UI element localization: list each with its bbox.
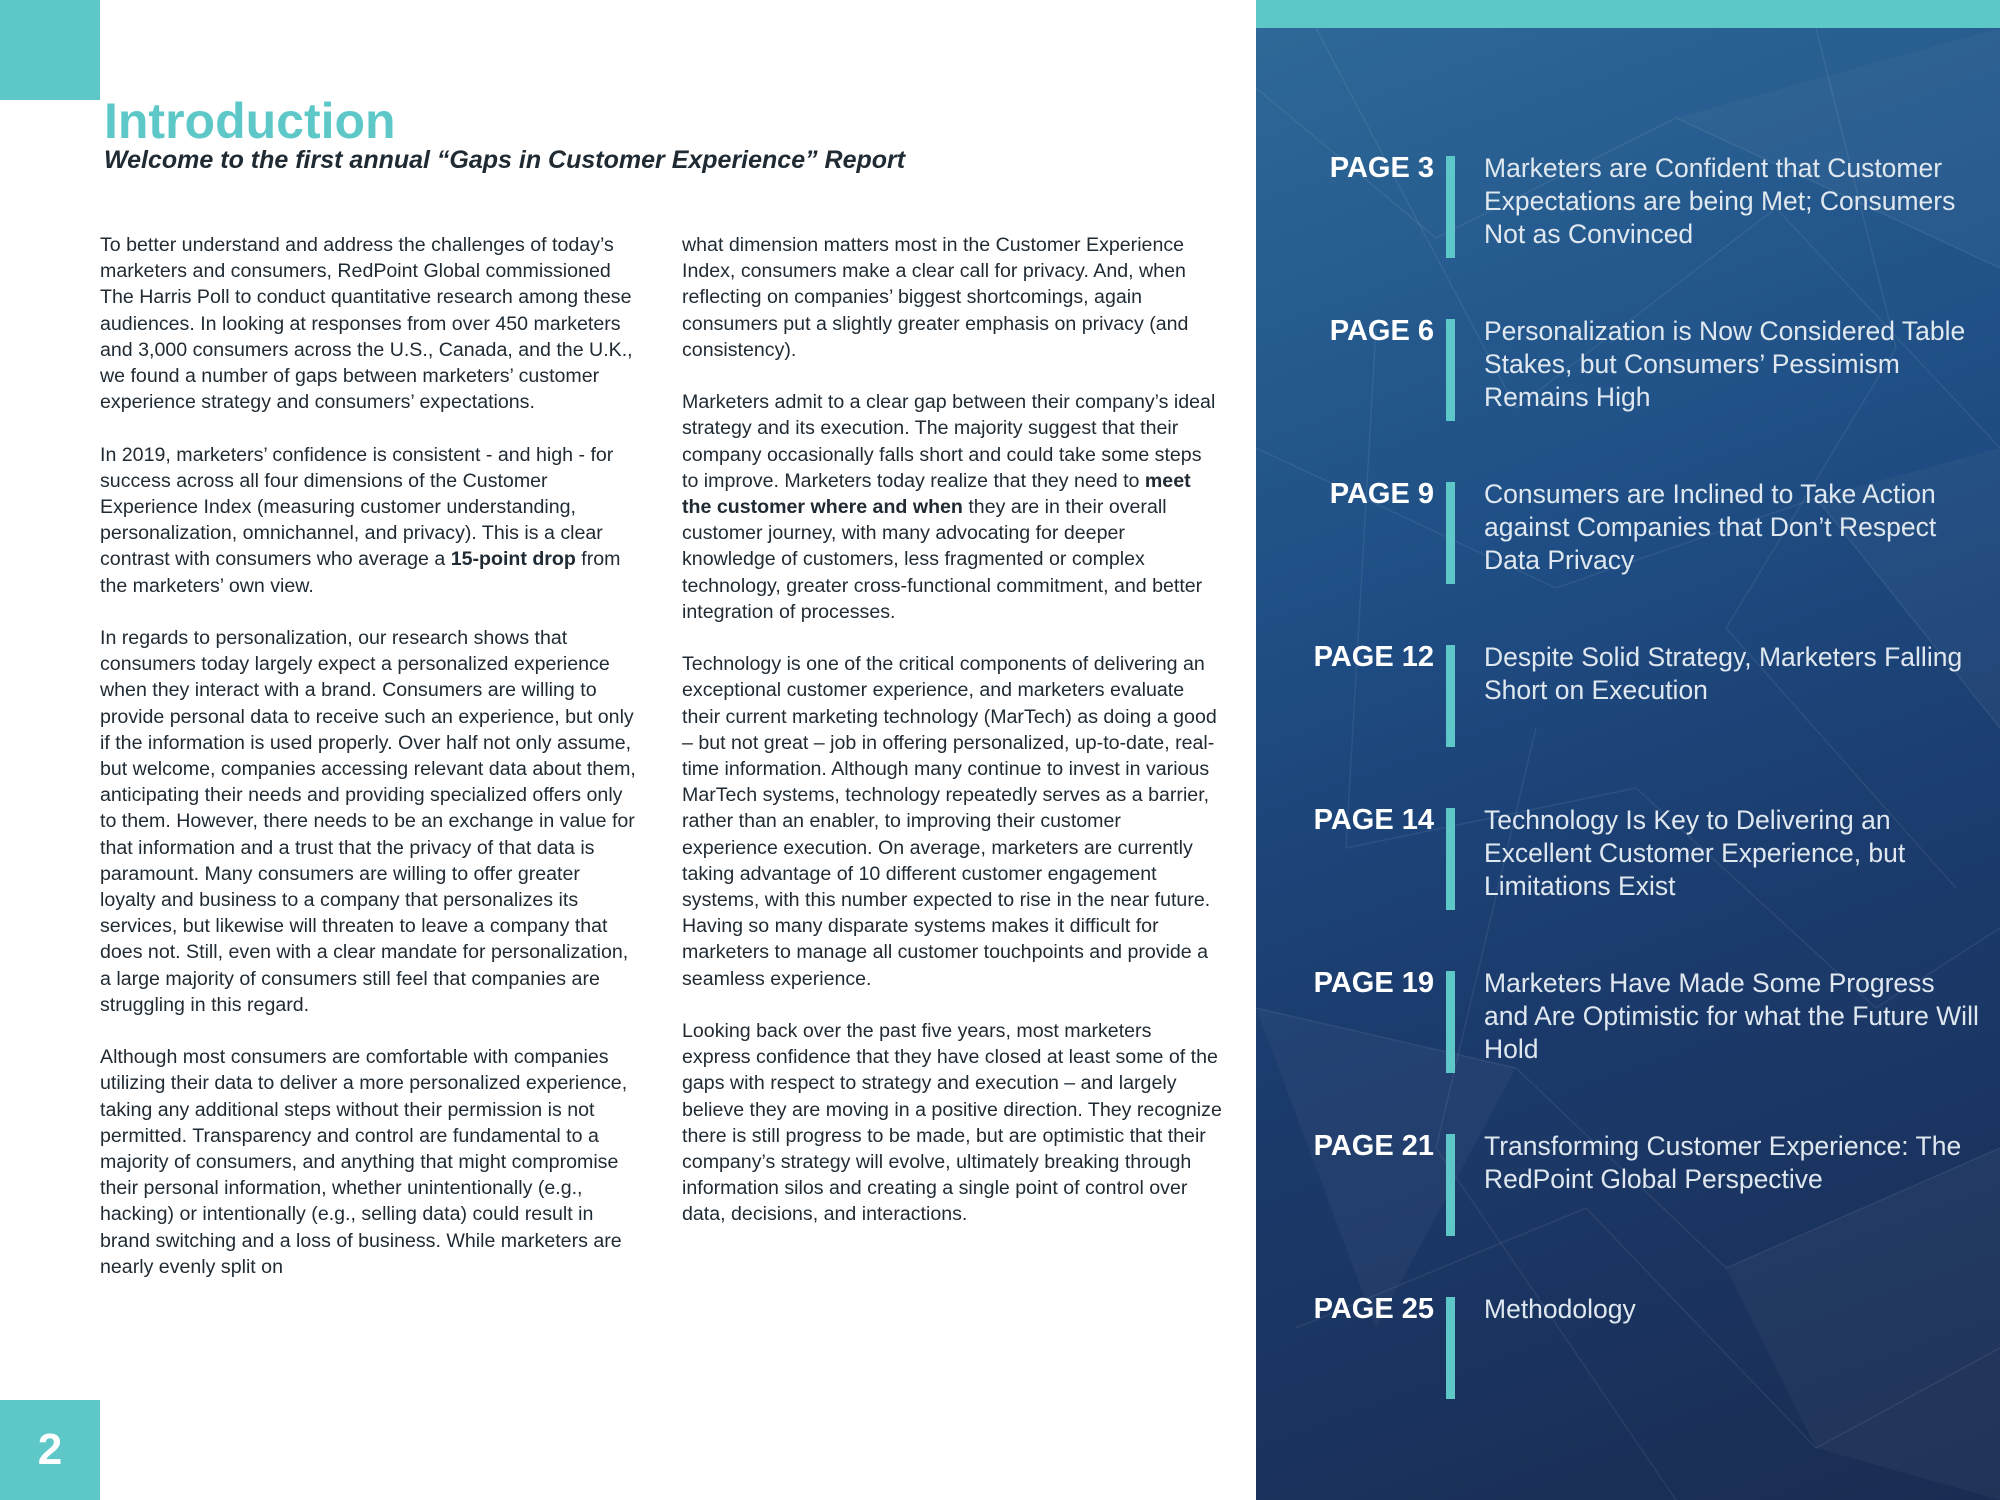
- corner-accent-block: [0, 0, 100, 100]
- toc-page-number: PAGE 25: [1313, 1293, 1434, 1325]
- toc-entry[interactable]: [1256, 804, 2000, 924]
- emphasis-text: 15-point drop: [450, 548, 576, 571]
- intro-paragraph: In 2019, marketers’ confidence is consistent - and high - for success across all four dimensions of the Customer Experience Index (measuring customer understanding, personalization, omnichannel, and privacy). This is a clear contrast with consumers who average a 15-point drop from the marketers’ own view.: [100, 443, 621, 597]
- toc-entry[interactable]: [1256, 152, 2000, 272]
- intro-paragraph: Technology is one of the critical components of delivering an exceptional customer experience, and marketers evaluate their current marketing technology (MarTech) as doing a good – but not great – job in offering personalized, up-to-date, real-time information. Although many continue to invest in various MarTech systems, technology repeatedly serves as a barrier, rather than an enabler, to improving their customer experience execution. On average, marketers are currently taking advantage of 10 different customer engagement systems, with this number expected to rise in the near future. Having so many disparate systems makes it difficult for marketers to manage all customer touchpoints and provide a seamless experience.: [682, 653, 1217, 990]
- toc-entry[interactable]: [1256, 315, 2000, 435]
- toc-entry-title: Transforming Customer Experience: The RedPoint Global Perspective: [1484, 1131, 1962, 1194]
- toc-entry[interactable]: [1256, 1293, 2000, 1413]
- emphasis-text: meet the customer where and when: [682, 469, 1191, 519]
- toc-accent-bar: [1446, 971, 1455, 1073]
- page-number: 2: [0, 1400, 100, 1500]
- toc-entry-title: Marketers Have Made Some Progress and Are Optimistic for what the Future Will Hold: [1484, 968, 1979, 1064]
- toc-entry-title: Personalization is Now Considered Table Stakes, but Consumers’ Pessimism Remains High: [1484, 316, 1966, 412]
- toc-page-number: PAGE 21: [1313, 1130, 1434, 1162]
- toc-page-number: PAGE 14: [1313, 804, 1434, 836]
- toc-accent-bar: [1446, 808, 1455, 910]
- toc-entry-title: Consumers are Inclined to Take Action against Companies that Don’t Respect Data Privacy: [1484, 479, 1937, 575]
- toc-page-number: PAGE 6: [1329, 315, 1434, 347]
- toc-page-number: PAGE 3: [1329, 152, 1434, 184]
- page-subtitle: Welcome to the first annual “Gaps in Customer Experience” Report: [104, 146, 906, 174]
- page-title: Introduction: [104, 93, 396, 149]
- toc-accent-bar: [1446, 1297, 1455, 1399]
- toc-accent-bar: [1446, 645, 1455, 747]
- toc-page-number: PAGE 12: [1313, 641, 1434, 673]
- intro-paragraph: In regards to personalization, our research shows that consumers today largely expect a personalized experience when they interact with a brand. Consumers are willing to provide personal data to receive such an experience, but only if the information is used properly. Over half not only assume, but welcome, companies accessing relevant data about them, anticipating their needs and providing specialized offers only to them. However, there needs to be an exchange in value for that information and a trust that the privacy of that data is paramount. Many consumers are willing to offer greater loyalty and business to a company that personalizes its services, but likewise will threaten to leave a company that does not. Still, even with a clear mandate for personalization, a large majority of consumers still feel that companies are struggling in this regard.: [100, 627, 636, 1016]
- toc-page-number: PAGE 19: [1313, 967, 1434, 999]
- panel-top-stripe: [1256, 0, 2000, 28]
- toc-accent-bar: [1446, 156, 1455, 258]
- intro-paragraph: Looking back over the past five years, most marketers express confidence that they have closed at least some of the gaps with respect to strategy and execution – and largely believe they are moving in a positive direction. They recognize there is still progress to be made, but are optimistic that their company’s strategy will evolve, ultimately breaking through information silos and creating a single point of control over data, decisions, and interactions.: [682, 1020, 1222, 1226]
- intro-paragraph: what dimension matters most in the Customer Experience Index, consumers make a clear call for privacy. And, when reflecting on companies’ biggest shortcomings, again consumers put a slightly greater emphasis on privacy (and consistency).: [682, 234, 1189, 361]
- toc-entry[interactable]: [1256, 478, 2000, 598]
- intro-paragraph: Although most consumers are comfortable with companies utilizing their data to deliver a more personalized experience, taking any additional steps without their permission is not permitted. Transparency and control are fundamental to a majority of consumers, and anything that might compromise their personal information, whether unintentionally (e.g., hacking) or intentionally (e.g., selling data) could result in brand switching and a loss of business. While marketers are nearly evenly split on: [100, 1046, 628, 1278]
- toc-entry[interactable]: [1256, 1130, 2000, 1250]
- toc-accent-bar: [1446, 1134, 1455, 1236]
- toc-entry-title: Marketers are Confident that Customer Expectations are being Met; Consumers Not as Convinced: [1484, 153, 1956, 249]
- intro-paragraph: Marketers admit to a clear gap between their company’s ideal strategy and its execution. The majority suggest that their company occasionally falls short and could take some steps to improve. Marketers today realize that they need to meet the customer where and when they are in their overall customer journey, with many advocating for deeper knowledge of customers, less fragmented or complex technology, greater cross-functional commitment, and better integration of processes.: [682, 391, 1216, 623]
- toc-entry-title: Technology Is Key to Delivering an Excellent Customer Experience, but Limitations Exist: [1484, 805, 1906, 901]
- toc-page-number: PAGE 9: [1329, 478, 1434, 510]
- intro-column-right: [682, 232, 1222, 1254]
- toc-entry-title: Despite Solid Strategy, Marketers Falling Short on Execution: [1484, 642, 1963, 705]
- toc-entry[interactable]: [1256, 641, 2000, 761]
- intro-paragraph: To better understand and address the challenges of today’s marketers and consumers, RedPoint Global commissioned The Harris Poll to conduct quantitative research among these audiences. In looking at responses from over 450 marketers and 3,000 consumers across the U.S., Canada, and the U.K., we found a number of gaps between marketers’ customer experience strategy and consumers’ expectations.: [100, 234, 633, 414]
- toc-entry-title: Methodology: [1484, 1294, 1636, 1324]
- table-of-contents-panel: [1256, 0, 2000, 1500]
- toc-accent-bar: [1446, 319, 1455, 421]
- intro-column-left: [100, 232, 640, 1306]
- toc-entry[interactable]: [1256, 967, 2000, 1087]
- toc-accent-bar: [1446, 482, 1455, 584]
